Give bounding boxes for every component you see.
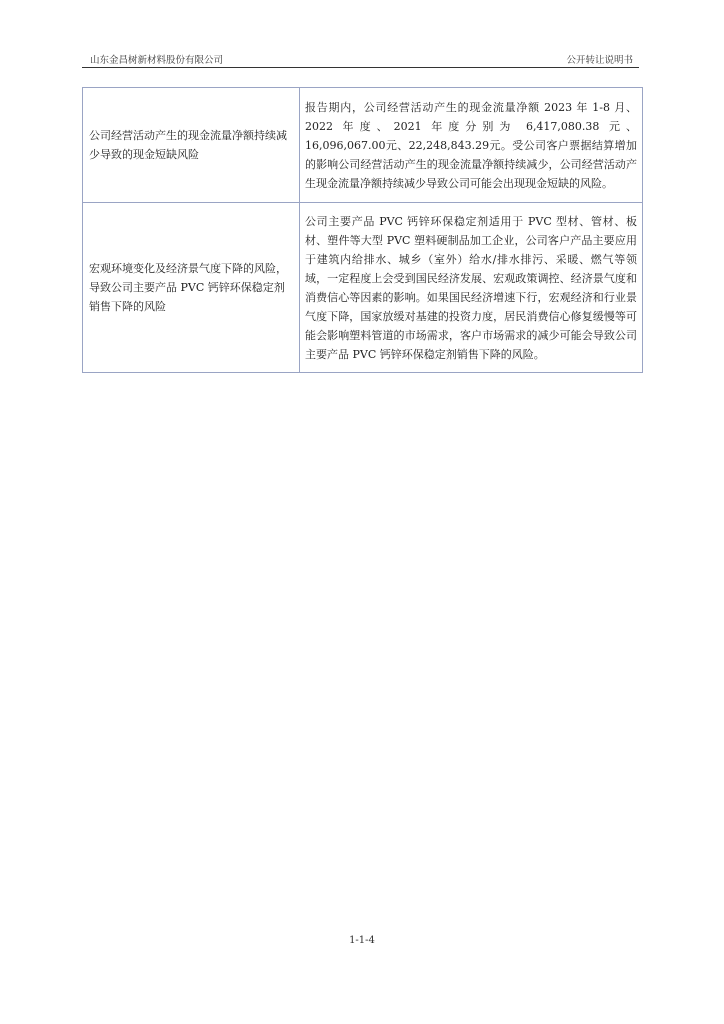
document-title: 公开转让说明书: [566, 55, 633, 66]
table-row: [83, 88, 643, 203]
risk-name: 公司经营活动产生的现金流量净额持续减少导致的现金短缺风险: [83, 88, 300, 203]
risk-table: [82, 87, 643, 373]
risk-description: 公司主要产品 PVC 钙锌环保稳定剂适用于 PVC 型材、管材、板材、塑件等大型 PVC 塑料硬制品加工企业，公司客户产品主要应用于建筑内给排水、城乡（室外）给水/排水排污、采暖、燃气等领域，一定程度上会受到国民经济发展、宏观政策调控、经济景气度和消费信心等因素的影响。如果国民经济增速下行，宏观经济和行业景气度下降，国家放缓对基建的投资力度，居民消费信心修复缓慢等可能会影响塑料管道的市场需求，客户市场需求的减少可能会导致公司主要产品 PVC 钙锌环保稳定剂销售下降的风险。: [300, 203, 643, 373]
page-number: 1-1-4: [349, 935, 375, 946]
risk-name: 宏观环境变化及经济景气度下降的风险，导致公司主要产品 PVC 钙锌环保稳定剂销售下降的风险: [83, 203, 300, 373]
page-header: [82, 52, 639, 66]
table-row: [83, 203, 643, 373]
header-divider: [82, 67, 639, 68]
risk-description: 报告期内，公司经营活动产生的现金流量净额 2023 年 1-8 月、2022 年度、2021 年度分别为 6,417,080.38 元、16,096,067.00元、22,248,843.29元。受公司客户票据结算增加的影响公司经营活动产生的现金流量净额持续减少，公司经营活动产生现金流量净额持续减少导致公司可能会出现现金短缺的风险。: [300, 88, 643, 203]
company-name: 山东金昌树新材料股份有限公司: [90, 55, 224, 66]
